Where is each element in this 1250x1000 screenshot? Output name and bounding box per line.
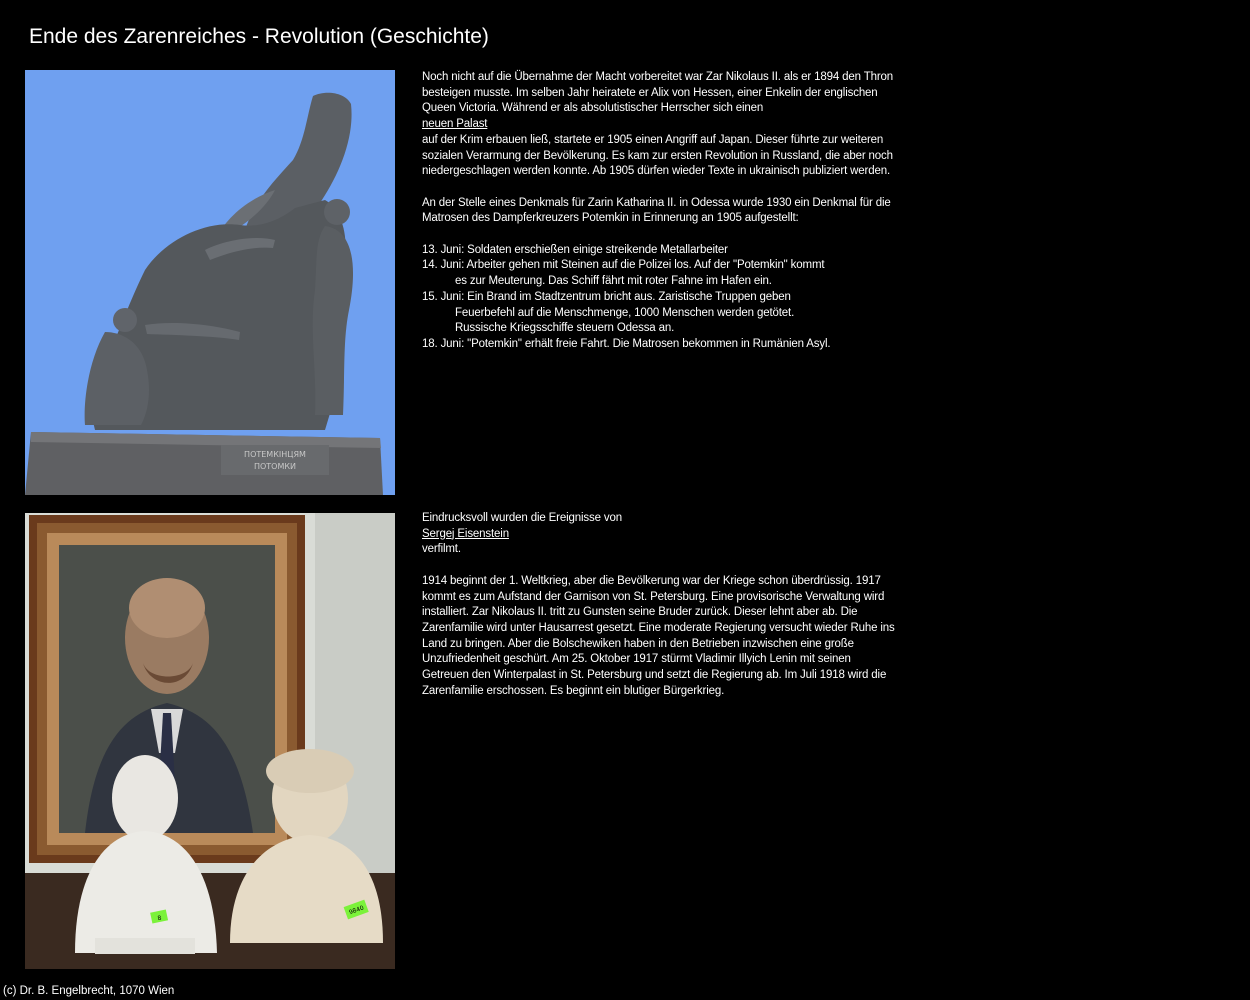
event-text: 15. Juni: Ein Brand im Stadtzentrum bricht aus. Zaristische Truppen geben — [422, 290, 791, 303]
section-2-intro-continued: verfilmt. — [422, 543, 461, 556]
event-item — [422, 337, 897, 353]
section-1-intro-continued: auf der Krim erbauen ließ, startete er 1905 einen Angriff auf Japan. Dieser führte zur weiteren sozialen Verarmung der Bevölkerung. Es kam zur ersten Revolution in Russland, die aber noch niedergeschlagen werden konnte. Ab 1905 dürfen wieder Texte in ukrainisch publiziert werden. — [422, 133, 893, 178]
monument-inscription-line-1: ПОТЕМКІНЦЯМ — [244, 450, 306, 459]
section-2-text — [422, 511, 897, 699]
event-text: 18. Juni: "Potemkin" erhält freie Fahrt. Die Matrosen bekommen in Rumänien Asyl. — [422, 337, 831, 350]
footer-copyright: (c) Dr. B. Engelbrecht, 1070 Wien — [3, 985, 175, 997]
neuen-palast-link[interactable]: neuen Palast — [422, 118, 488, 131]
event-item — [422, 243, 897, 259]
sergej-eisenstein-link[interactable]: Sergej Eisenstein — [422, 527, 509, 540]
event-continuation: es zur Meuterung. Das Schiff fährt mit roter Fahne im Hafen ein. — [455, 275, 772, 288]
lenin-portrait-photo — [25, 513, 395, 969]
monument-paragraph: An der Stelle eines Denkmals für Zarin Katharina II. in Odessa wurde 1930 ein Denkmal für die Matrosen des Dampferkreuzers Potemkin in Erinnerung an 1905 aufgestellt: — [422, 196, 891, 225]
events-list — [422, 243, 897, 353]
event-text: 13. Juni: Soldaten erschießen einige streikende Metallarbeiter — [422, 243, 728, 256]
event-item — [422, 258, 897, 289]
event-item — [422, 290, 897, 337]
monument-inscription-line-2: ПОТОМКИ — [253, 462, 297, 471]
potemkin-monument-photo — [25, 70, 395, 495]
section-1-intro: Noch nicht auf die Übernahme der Macht vorbereitet war Zar Nikolaus II. als er 1894 den Thron besteigen musste. Im selben Jahr heiratete er Alix von Hessen, einer Enkelin der englischen Queen Victoria. Während er als absolutistischer Herrscher sich einen — [422, 71, 893, 115]
event-continuation: Russische Kriegsschiffe steuern Odessa an. — [455, 322, 675, 335]
page-title: Ende des Zarenreiches - Revolution (Geschichte) — [29, 25, 489, 48]
price-tag-1: 8 — [156, 914, 163, 923]
section-2-body: 1914 beginnt der 1. Weltkrieg, aber die Bevölkerung war der Kriege schon überdrüssig. 1917 kommt es zum Aufstand der Garnison von St. Petersburg. Eine provisorische Verwaltung wird installiert. Zar Nikolaus II. tritt zu Gunsten seine Bruder zurück. Dieser lehnt aber ab. Die Zarenfamilie wird unter Hausarrest gesetzt. Eine moderate Regierung versucht wieder Ruhe ins Land zu bringen. Aber die Bolschewiken haben in den Betrieben inzwischen eine große Unzufriedenheit geschürt. Am 25. Oktober 1917 stürmt Vladimir Illyich Lenin mit seinen Getreuen den Winterpalast in St. Petersburg und setzt die Regierung ab. Im Juli 1918 wird die Zarenfamilie erschossen. Es beginnt ein blutiger Bürgerkrieg. — [422, 574, 895, 697]
price-tag-2: 9840 — [348, 904, 365, 917]
event-continuation: Feuerbefehl auf die Menschmenge, 1000 Menschen werden getötet. — [455, 306, 795, 319]
section-2-intro: Eindrucksvoll wurden die Ereignisse von — [422, 512, 622, 524]
section-1-text — [422, 70, 897, 353]
event-text: 14. Juni: Arbeiter gehen mit Steinen auf die Polizei los. Auf der "Potemkin" kommt — [422, 259, 825, 272]
